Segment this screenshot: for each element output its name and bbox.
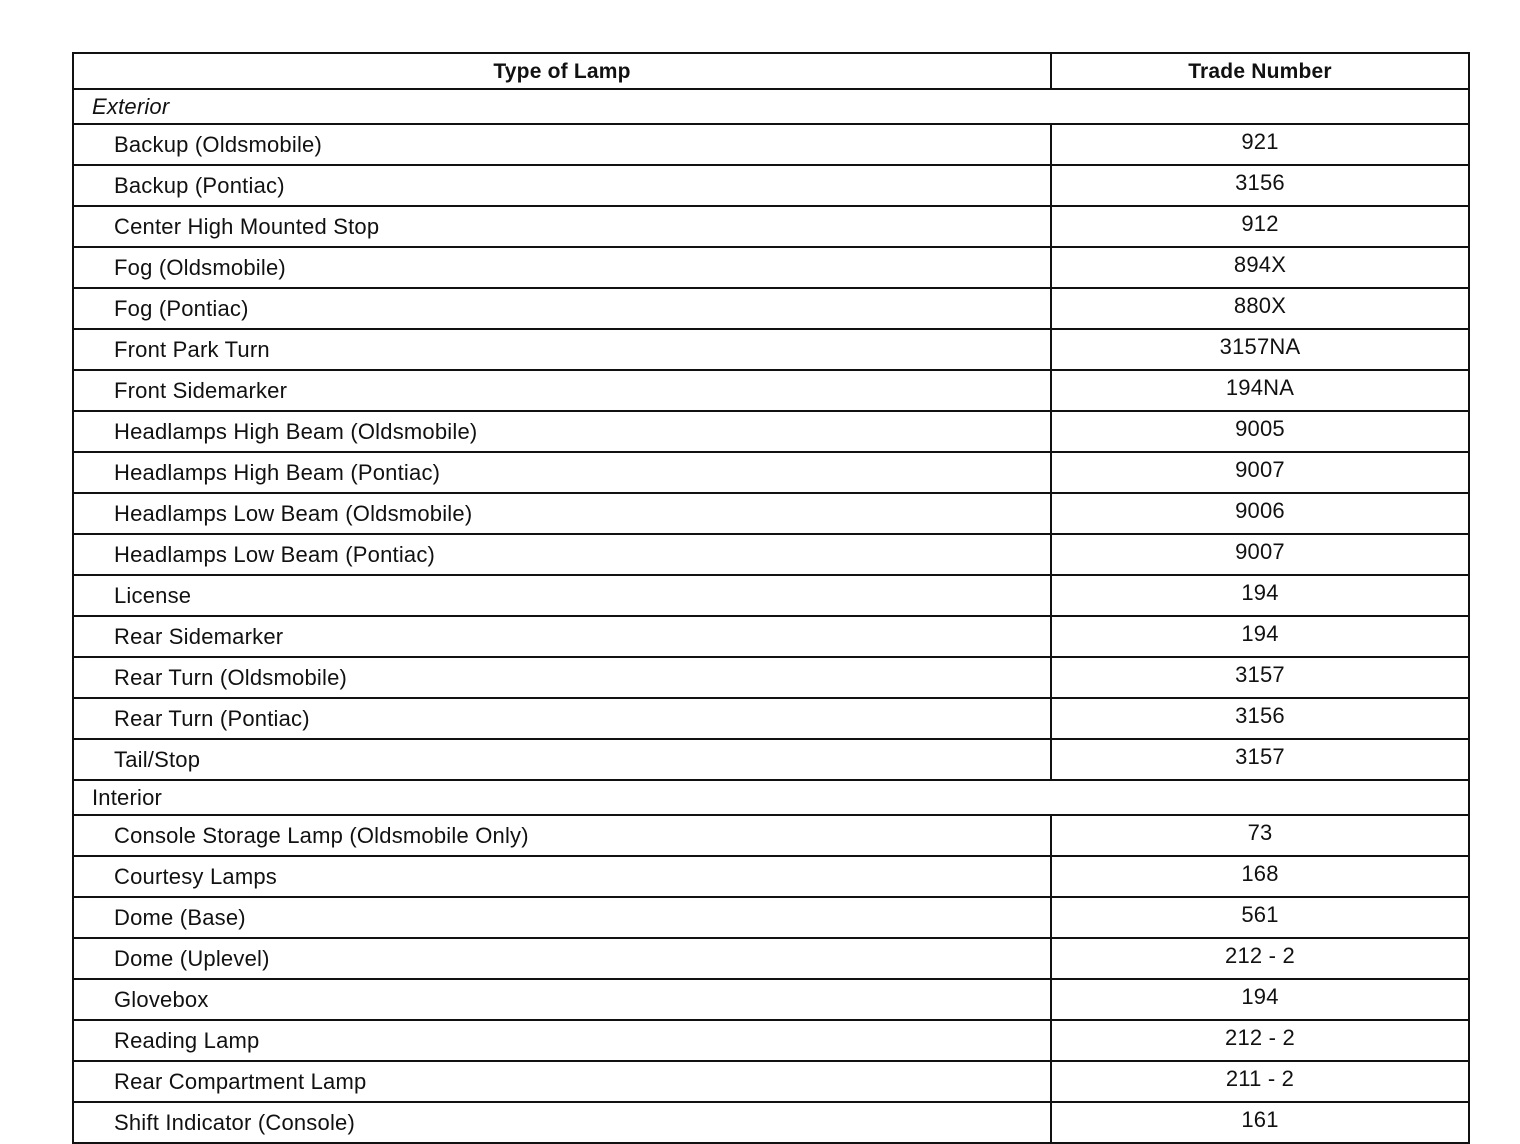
trade-number-cell: 9007	[1051, 534, 1469, 575]
table-row	[73, 815, 1469, 856]
trade-number-cell: 9007	[1051, 452, 1469, 493]
lamp-type-cell: Glovebox	[73, 979, 1051, 1020]
section-row	[73, 780, 1469, 815]
lamp-type-cell: Backup (Pontiac)	[73, 165, 1051, 206]
lamp-type-cell: Dome (Uplevel)	[73, 938, 1051, 979]
table-row	[73, 657, 1469, 698]
lamp-type-cell: Headlamps High Beam (Oldsmobile)	[73, 411, 1051, 452]
lamp-type-cell: Dome (Base)	[73, 897, 1051, 938]
lamp-type-cell: Headlamps Low Beam (Pontiac)	[73, 534, 1051, 575]
section-row	[73, 89, 1469, 124]
lamp-type-cell: License	[73, 575, 1051, 616]
trade-number-cell: 9006	[1051, 493, 1469, 534]
table-row	[73, 493, 1469, 534]
trade-number-cell: 894X	[1051, 247, 1469, 288]
trade-number-cell: 168	[1051, 856, 1469, 897]
trade-number-cell: 194NA	[1051, 370, 1469, 411]
column-header-type-of-lamp: Type of Lamp	[73, 53, 1051, 89]
lamp-type-cell: Backup (Oldsmobile)	[73, 124, 1051, 165]
table-row	[73, 370, 1469, 411]
table-row	[73, 206, 1469, 247]
lamp-type-cell: Front Sidemarker	[73, 370, 1051, 411]
lamp-type-cell: Fog (Pontiac)	[73, 288, 1051, 329]
lamp-type-cell: Shift Indicator (Console)	[73, 1102, 1051, 1143]
table-row	[73, 534, 1469, 575]
trade-number-cell: 194	[1051, 575, 1469, 616]
trade-number-cell: 161	[1051, 1102, 1469, 1143]
trade-number-cell: 921	[1051, 124, 1469, 165]
trade-number-cell: 3156	[1051, 165, 1469, 206]
table-header	[73, 53, 1469, 89]
trade-number-cell: 212 - 2	[1051, 1020, 1469, 1061]
trade-number-cell: 561	[1051, 897, 1469, 938]
table-row	[73, 1102, 1469, 1143]
lamp-type-cell: Courtesy Lamps	[73, 856, 1051, 897]
lamp-type-cell: Tail/Stop	[73, 739, 1051, 780]
trade-number-cell: 3156	[1051, 698, 1469, 739]
lamp-type-cell: Center High Mounted Stop	[73, 206, 1051, 247]
trade-number-cell: 3157	[1051, 739, 1469, 780]
lamp-type-cell: Fog (Oldsmobile)	[73, 247, 1051, 288]
table-row	[73, 247, 1469, 288]
lamp-type-cell: Rear Turn (Oldsmobile)	[73, 657, 1051, 698]
column-header-trade-number: Trade Number	[1051, 53, 1469, 89]
table-row	[73, 1020, 1469, 1061]
section-title: Interior	[73, 780, 1469, 815]
trade-number-cell: 912	[1051, 206, 1469, 247]
table-row	[73, 856, 1469, 897]
table-row	[73, 575, 1469, 616]
trade-number-cell: 880X	[1051, 288, 1469, 329]
lamp-type-cell: Rear Compartment Lamp	[73, 1061, 1051, 1102]
trade-number-cell: 194	[1051, 616, 1469, 657]
table-row	[73, 938, 1469, 979]
table-row	[73, 1061, 1469, 1102]
trade-number-cell: 194	[1051, 979, 1469, 1020]
table-body	[73, 89, 1469, 1143]
table-row	[73, 411, 1469, 452]
header-row	[73, 53, 1469, 89]
lamp-type-cell: Rear Sidemarker	[73, 616, 1051, 657]
lamp-type-cell: Rear Turn (Pontiac)	[73, 698, 1051, 739]
table-row	[73, 739, 1469, 780]
table-row	[73, 897, 1469, 938]
trade-number-cell: 3157	[1051, 657, 1469, 698]
table-row	[73, 165, 1469, 206]
trade-number-cell: 73	[1051, 815, 1469, 856]
trade-number-cell: 212 - 2	[1051, 938, 1469, 979]
table-row	[73, 329, 1469, 370]
lamp-type-cell: Reading Lamp	[73, 1020, 1051, 1061]
table-row	[73, 698, 1469, 739]
lamp-trade-number-table	[72, 52, 1470, 1144]
table-row	[73, 452, 1469, 493]
trade-number-cell: 9005	[1051, 411, 1469, 452]
table-row	[73, 288, 1469, 329]
section-title: Exterior	[73, 89, 1469, 124]
lamp-type-cell: Headlamps Low Beam (Oldsmobile)	[73, 493, 1051, 534]
lamp-type-cell: Headlamps High Beam (Pontiac)	[73, 452, 1051, 493]
lamp-type-cell: Console Storage Lamp (Oldsmobile Only)	[73, 815, 1051, 856]
trade-number-cell: 3157NA	[1051, 329, 1469, 370]
table-row	[73, 616, 1469, 657]
trade-number-cell: 211 - 2	[1051, 1061, 1469, 1102]
table-row	[73, 979, 1469, 1020]
table-row	[73, 124, 1469, 165]
lamp-type-cell: Front Park Turn	[73, 329, 1051, 370]
